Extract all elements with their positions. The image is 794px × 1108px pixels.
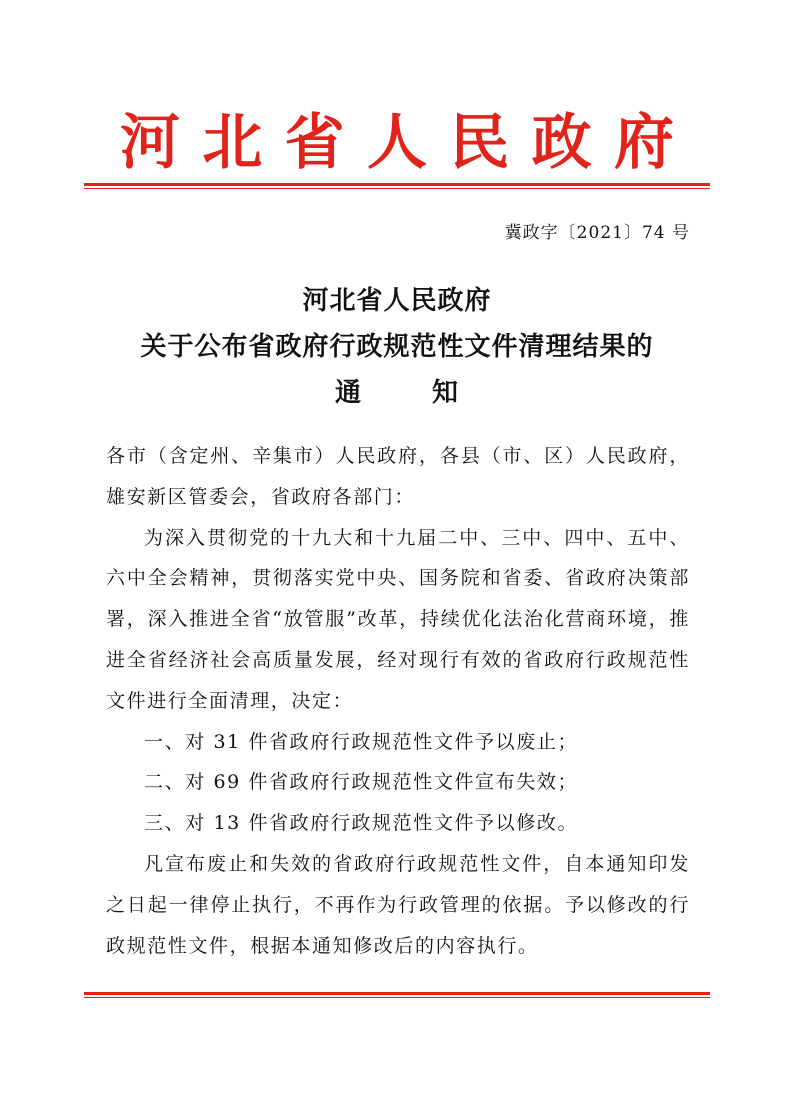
title-line-3: [0, 372, 794, 409]
decision-item-3: 三、对 13 件省政府行政规范性文件予以修改。: [144, 812, 579, 835]
document-number: 冀政字〔2021〕74 号: [504, 223, 690, 243]
masthead-char: 府: [613, 108, 674, 178]
title-line-2: 关于公布省政府行政规范性文件清理结果的: [140, 332, 654, 362]
paragraph-closing: 凡宣布废止和失效的省政府行政规范性文件，自本通知印发之日起一律停止执行，不再作为行政管理的依据。予以修改的行政规范性文件，根据本通知修改后的内容执行。: [106, 852, 690, 957]
masthead-char: 人: [366, 108, 427, 178]
document-body: [106, 436, 690, 966]
title-char-tong: 通: [334, 378, 362, 408]
footer-divider: [84, 992, 710, 999]
divider-thin-line: [84, 188, 710, 189]
divider-thick-line: [84, 183, 710, 186]
divider-thick-line: [84, 992, 710, 995]
masthead-char: 河: [120, 108, 180, 178]
masthead-char: 北: [202, 108, 263, 178]
title-char-zhi: 知: [432, 378, 460, 408]
decision-item-1: 一、对 31 件省政府行政规范性文件予以废止；: [144, 730, 579, 753]
masthead-char: 政: [531, 108, 592, 178]
masthead-divider: [84, 183, 710, 190]
title-line-1: 河北省人民政府: [302, 286, 492, 316]
divider-thin-line: [84, 997, 710, 998]
masthead-title: [80, 108, 714, 178]
paragraph-main: 为深入贯彻党的十九大和十九届二中、三中、四中、五中、六中全会精神，贯彻落实党中央、国务院和省委、省政府决策部署，深入推进全省“放管服”改革，持续优化法治化营商环境，推进全省经济社会高质量发展，经对现行有效的省政府行政规范性文件进行全面清理，决定：: [106, 526, 690, 712]
masthead-char: 民: [449, 108, 510, 178]
masthead-char: 省: [284, 108, 345, 178]
addressee: 各市（含定州、辛集市）人民政府，各县（市、区）人民政府，雄安新区管委会，省政府各部门：: [106, 445, 690, 508]
decision-item-2: 二、对 69 件省政府行政规范性文件宣布失效；: [144, 771, 579, 794]
